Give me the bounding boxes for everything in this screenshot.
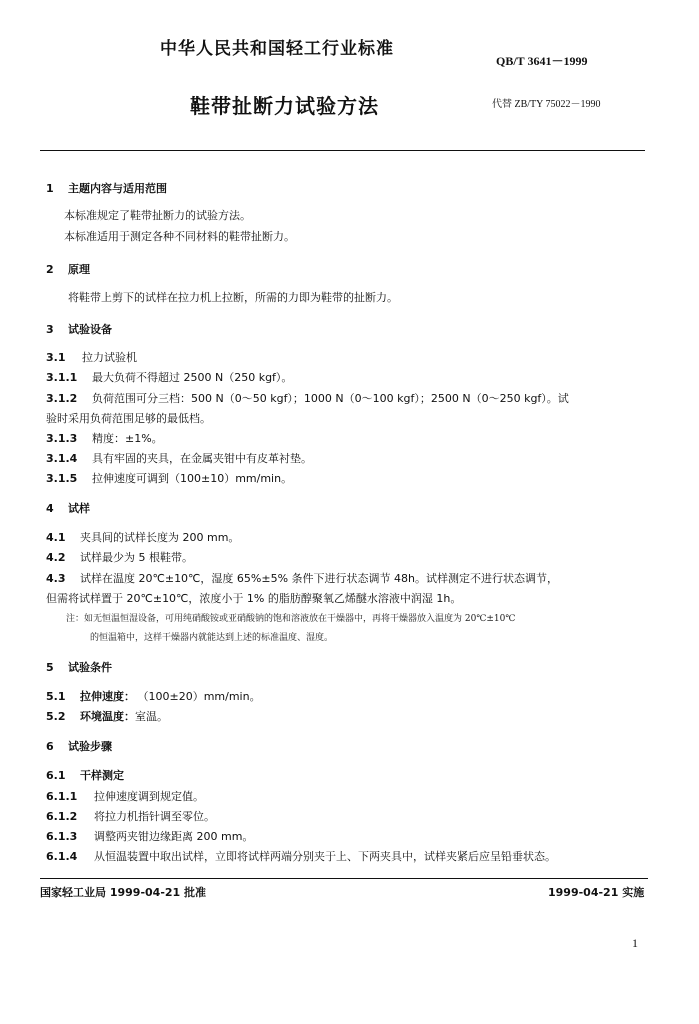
clause-continuation: 但需将试样置于 20℃±10℃，浓度小于 1% 的脂肪醇聚氧乙烯醚水溶液中润湿 1h。 (46, 592, 462, 605)
header-divider (40, 150, 645, 151)
page-number: 1 (632, 936, 638, 950)
note-text: 注：如无恒温恒湿设备，可用纯硝酸铵或亚硝酸钠的饱和溶液放在干燥器中，再将干燥器放入温度为 20℃±10℃ (66, 614, 516, 624)
clause: 6.1 干样测定 (46, 769, 124, 782)
standard-type-heading: 中华人民共和国轻工行业标准 (160, 39, 394, 59)
clause: 6.1.2 将拉力机指针调至零位。 (46, 810, 215, 823)
section-heading-2: 2 原理 (46, 263, 90, 276)
section-heading-4: 4 试样 (46, 502, 90, 515)
note-text: 的恒温箱中，这样干燥器内就能达到上述的标准温度、湿度。 (90, 633, 334, 643)
clause: 3.1.4 具有牢固的夹具，在金属夹钳中有皮革衬垫。 (46, 452, 312, 465)
paragraph: 将鞋带上剪下的试样在拉力机上拉断，所需的力即为鞋带的扯断力。 (68, 291, 398, 304)
clause: 3.1 拉力试验机 (46, 351, 137, 364)
footer-divider (40, 878, 648, 879)
clause: 3.1.1 最大负荷不得超过 2500 N（250 kgf）。 (46, 371, 293, 384)
clause: 4.3 试样在温度 20℃±10℃，湿度 65%±5% 条件下进行状态调节 48h。试样测定不进行状态调节， (46, 572, 558, 585)
standard-code: QB/T 3641－1999 (496, 54, 588, 68)
section-heading-5: 5 试验条件 (46, 661, 112, 674)
paragraph: 本标准规定了鞋带扯断力的试验方法。 (64, 209, 251, 222)
paragraph: 本标准适用于测定各种不同材料的鞋带扯断力。 (64, 230, 295, 243)
implementation-date: 1999-04-21 实施 (548, 886, 645, 899)
replaces-standard: 代替 ZB/TY 75022－1990 (492, 99, 601, 110)
section-heading-6: 6 试验步骤 (46, 740, 112, 753)
clause: 6.1.4 从恒温装置中取出试样，立即将试样两端分别夹于上、下两夹具中，试样夹紧后应呈铅垂状态。 (46, 850, 556, 863)
approval-line: 国家轻工业局 1999-04-21 批准 (40, 886, 207, 899)
clause-continuation: 验时采用负荷范围足够的最低档。 (46, 412, 211, 425)
clause: 6.1.1 拉伸速度调到规定值。 (46, 790, 204, 803)
clause: 3.1.2 负荷范围可分三档：500 N（0～50 kgf）；1000 N（0～100 kgf）；2500 N（0～250 kgf）。试 (46, 392, 569, 405)
document-title: 鞋带扯断力试验方法 (190, 94, 379, 118)
section-heading-1: 1 主题内容与适用范围 (46, 182, 167, 195)
clause: 6.1.3 调整两夹钳边缘距离 200 mm。 (46, 830, 254, 843)
clause: 4.2 试样最少为 5 根鞋带。 (46, 551, 193, 564)
clause: 5.2 环境温度：室温。 (46, 710, 168, 723)
clause: 4.1 夹具间的试样长度为 200 mm。 (46, 531, 240, 544)
section-heading-3: 3 试验设备 (46, 323, 112, 336)
clause: 5.1 拉伸速度： （100±20）mm/min。 (46, 690, 261, 703)
clause: 3.1.3 精度：±1%。 (46, 432, 163, 445)
clause: 3.1.5 拉伸速度可调到（100±10）mm/min。 (46, 472, 293, 485)
